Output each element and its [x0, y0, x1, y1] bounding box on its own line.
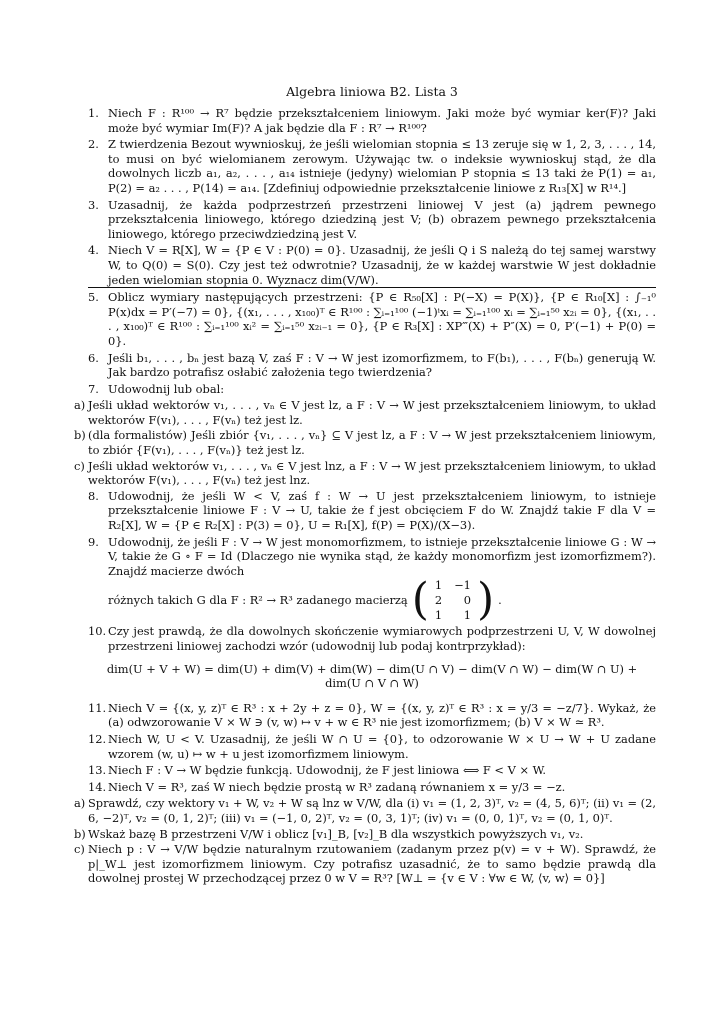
problem-number: 4.	[88, 243, 99, 258]
matrix-table	[429, 578, 477, 622]
problem-text: Udowodnij, że jeśli W < V, zaś f : W → U jest przekształceniem liniowym, to istnieje przekształcenie liniowe F : V → U, takie że f jest obcięciem F do W. Znajdź takie F dla V = R₂[X], W = {P ∈ R₂[X] : P(3) = 0}, U = R₁[X], f(P) = P(X)/(X−3).	[108, 488, 656, 533]
problem-number: 8.	[88, 488, 99, 503]
matrix-cell: 1	[463, 607, 471, 622]
sub-label: b)	[74, 428, 86, 443]
sub-text: Jeśli układ wektorów v₁, . . . , vₙ ∈ V jest lz, a F : V → W jest przekształceniem liniowym, to układ wektorów F(v₁), . . . , F(vₙ) też jest lz.	[88, 398, 656, 427]
problem-text: Niech V = R[X], W = {P ∈ V : P(0) = 0}. Uzasadnij, że jeśli Q i S należą do tej samej warstwy W, to Q(0) = S(0). Czy jest też odwrotnie? Uzasadnij, że w każdej warstwie W jest dokładnie jeden wielomian stopnia 0. Wyznacz dim(V/W).	[108, 243, 656, 287]
problem-number: 2.	[88, 137, 99, 152]
sub-label: c)	[74, 458, 85, 473]
sub-label: b)	[74, 826, 86, 841]
problem-text: Jeśli b₁, . . . , bₙ jest bazą V, zaś F : V → W jest izomorfizmem, to F(b₁), . . . , F(bₙ) generują W. Jak bardzo potrafisz osłabić założenia tego twierdzenia?	[108, 350, 656, 380]
problem-12	[88, 732, 656, 761]
problem-text: Z twierdzenia Bezout wywnioskuj, że jeśli wielomian stopnia ≤ 13 zeruje się w 1, 2, 3, . . . , 14, to musi on być wielomianem zerowym. Używając tw. o indeksie wywnioskuj stąd, że dla dowolnych liczb a₁, a₂, . . . , a₁₄ istnieje (jedyny) wielomian P stopnia ≤ 13 taki że P(1) = a₁, P(2) = a₂ . . . , P(14) = a₁₄. [Zdefiniuj odpowiednie przekształcenie liniowe z R₁₃[X] w R¹⁴.]	[108, 137, 656, 195]
matrix-cell: 2	[434, 593, 443, 608]
problem-text: Niech V = R³, zaś W niech będzie prostą w R³ zadaną równaniem x = y/3 = −z.	[108, 779, 566, 794]
problem-14b	[74, 826, 656, 842]
problem-text: Niech F : V → W będzie funkcją. Udowodnij, że F jest liniowa ⟺ F < V × W.	[108, 763, 546, 778]
problem-text: Niech V = {(x, y, z)ᵀ ∈ R³ : x + 2y + z = 0}, W = {(x, y, z)ᵀ ∈ R³ : x = y/3 = −z/7}. Wykaż, że (a) odwzorowanie V × W ∋ (v, w) ↦ v + w ∈ R³ nie jest izomorfizmem; (b) V × W ≃ R³.	[108, 700, 656, 730]
matrix-line	[108, 574, 656, 626]
problem-text: Niech W, U < V. Uzasadnij, że jeśli W ∩ U = {0}, to odzorowanie W × U → W + U zadane wzorem (w, u) ↦ w + u jest izomorfizmem liniowym.	[108, 731, 656, 761]
problem-7c	[74, 458, 656, 488]
matrix-cell: 0	[463, 593, 471, 608]
problem-text-end: .	[498, 593, 502, 608]
problem-text: Niech F : R¹⁰⁰ → R⁷ będzie przekształceniem liniowym. Jaki może być wymiar ker(F)? Jaki może być wymiar Im(F)? A jak będzie dla F : R⁷ → R¹⁰⁰?	[108, 106, 656, 135]
dimension-formula: dim(U + V + W) = dim(U) + dim(V) + dim(W) − dim(U ∩ V) − dim(V ∩ W) − dim(W ∩ U) + dim(U ∩ V ∩ W)	[106, 661, 638, 691]
sub-label: c)	[74, 842, 85, 857]
sub-text: Jeśli układ wektorów v₁, . . . , vₙ ∈ V jest lnz, a F : V → W jest przekształceniem liniowym, to układ wektorów F(v₁), . . . , F(vₙ) też jest lnz.	[88, 458, 656, 488]
problem-number: 5.	[88, 290, 99, 305]
problem-text-tail: różnych takich G dla F : R² → R³ zadanego macierzą	[108, 593, 408, 608]
problem-6	[88, 351, 656, 380]
problem-11	[88, 701, 656, 730]
problem-number: 10.	[88, 624, 107, 639]
document-title: Algebra liniowa B2. Lista 3	[286, 84, 458, 99]
problem-14	[88, 780, 656, 795]
problem-number: 6.	[88, 350, 99, 365]
problem-number: 12.	[88, 731, 107, 746]
problem-14c	[74, 842, 656, 886]
problem-8	[88, 489, 656, 533]
sub-text: Sprawdź, czy wektory v₁ + W, v₂ + W są lnz w V/W, dla (i) v₁ = (1, 2, 3)ᵀ, v₂ = (4, 5, 6)ᵀ; (ii) v₁ = (2, 6, −2)ᵀ, v₂ = (0, 1, 2)ᵀ; (iii) v₁ = (−1, 0, 2)ᵀ, v₂ = (0, 3, 1)ᵀ; (iv) v₁ = (0, 0, 1)ᵀ, v₂ = (0, 1, 0)ᵀ.	[88, 796, 656, 825]
problem-text: Udowodnij lub obal:	[108, 381, 225, 396]
problem-14a	[74, 796, 656, 825]
problem-number: 14.	[88, 779, 107, 794]
sub-label: a)	[74, 398, 86, 413]
problem-4	[88, 243, 656, 288]
problem-text: Udowodnij, że jeśli F : V → W jest monomorfizmem, to istnieje przekształcenie liniowe G : W → V, takie że G ∘ F = Id (Dlaczego nie wynika stąd, że każdy monomorfizm jest izomorfizmem?). Znajdź macierze dwóch	[108, 534, 656, 578]
problem-text: Oblicz wymiary następujących przestrzeni: {P ∈ R₅₀[X] : P(−X) = P(X)}, {P ∈ R₁₀[X] : ∫₋₁⁰ P(x)dx = P′(−7) = 0}, {(x₁, . . . , x₁₀₀)ᵀ ∈ R¹⁰⁰ : ∑ᵢ₌₁¹⁰⁰ (−1)ⁱxᵢ = ∑ᵢ₌₁¹⁰⁰ xᵢ = ∑ᵢ₌₁⁵⁰ x₂ᵢ = 0}, {(x₁, . . . , x₁₀₀)ᵀ ∈ R¹⁰⁰ : ∑ᵢ₌₁¹⁰⁰ xᵢ² = ∑ᵢ₌₁⁵⁰ x₂ᵢ₋₁ = 0}, {P ∈ R₃[X] : XP‴(X) + P″(X) = 0, P′(−1) + P(0) = 0}.	[108, 290, 656, 348]
left-paren: (	[411, 574, 429, 626]
problem-text: Uzasadnij, że każda podprzestrzeń przestrzeni liniowej V jest (a) jądrem pewnego przekształcenia liniowego, którego dziedziną jest V; (b) obrazem pewnego przekształcenia liniowego, którego przeciwdziedziną jest V.	[108, 197, 656, 241]
sub-label: a)	[74, 796, 86, 811]
problem-number: 1.	[88, 106, 99, 120]
problem-2	[88, 137, 656, 195]
problem-number: 7.	[88, 381, 99, 396]
problem-5	[88, 290, 656, 348]
problem-7b	[74, 428, 656, 458]
problem-10	[88, 624, 656, 653]
matrix-cell: −1	[454, 578, 471, 593]
problem-1	[88, 106, 656, 135]
problem-9	[88, 534, 656, 626]
matrix-cell: 1	[434, 578, 443, 593]
sub-text: (dla formalistów) Jeśli zbiór {v₁, . . . , vₙ} ⊆ V jest lz, a F : V → W jest przekształceniem liniowym, to zbiór {F(v₁), . . . , F(vₙ)} też jest lz.	[88, 428, 656, 458]
problem-number: 3.	[88, 197, 99, 212]
problem-3	[88, 198, 656, 242]
sub-text: Wskaż bazę B przestrzeni V/W i oblicz [v₁]_B, [v₂]_B dla wszystkich powyższych v₁, v₂.	[88, 826, 584, 841]
problem-text: Czy jest prawdą, że dla dowolnych skończenie wymiarowych podprzestrzeni U, V, W dowolnej przestrzeni liniowej zachodzi wzór (udowodnij lub podaj kontrprzykład):	[108, 624, 656, 653]
document-page	[74, 84, 656, 887]
problem-7a	[74, 398, 656, 427]
problem-number: 9.	[88, 534, 99, 549]
sub-text: Niech p : V → V/W będzie naturalnym rzutowaniem (zadanym przez p(v) = v + W). Sprawdź, że p|_W⊥ jest izomorfizmem liniowym. Czy potrafisz uzasadnić, że to samo będzie prawdą dla dowolnej prostej W przechodzącej przez 0 w V = R³? [W⊥ = {v ∈ V : ∀w ∈ W, ⟨v, w⟩ = 0}]	[88, 842, 656, 886]
problem-number: 13.	[88, 763, 107, 778]
problem-7	[88, 382, 656, 397]
right-paren: )	[476, 574, 495, 626]
matrix	[411, 574, 495, 626]
problem-13	[88, 763, 656, 778]
matrix-cell: 1	[434, 607, 443, 622]
problem-number: 11.	[88, 700, 107, 715]
